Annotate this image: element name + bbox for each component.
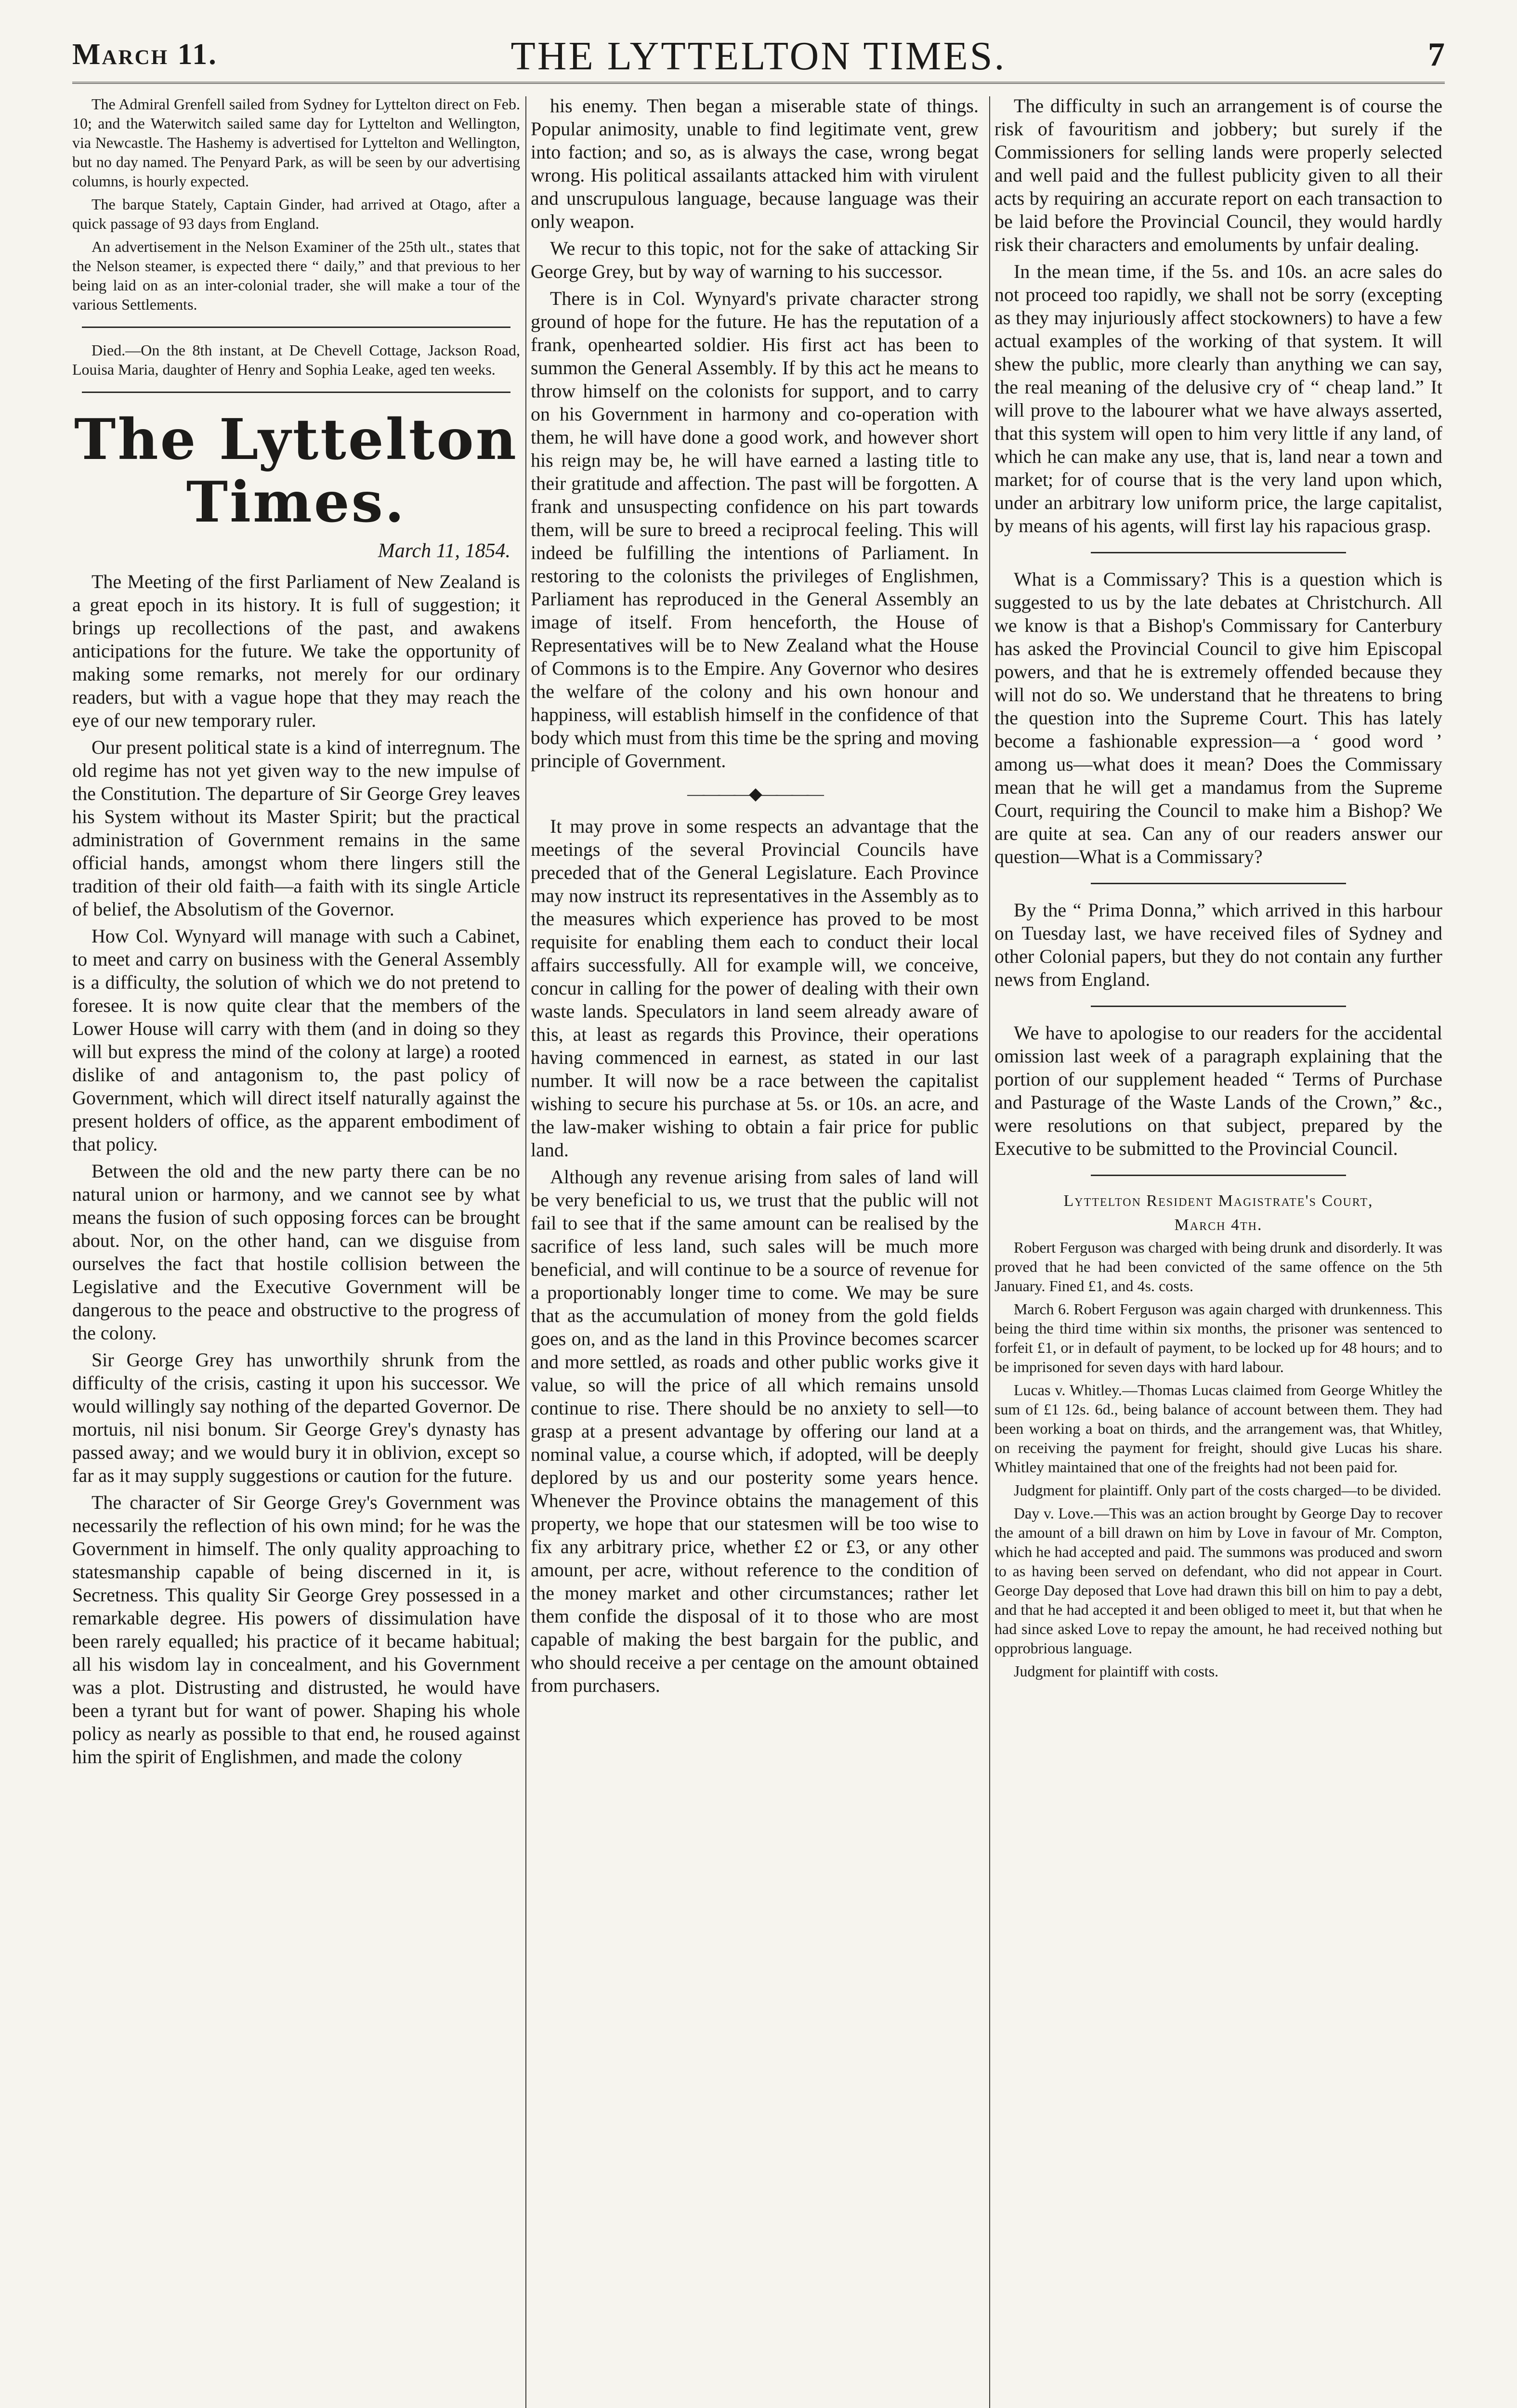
column-rule <box>525 96 526 2408</box>
paragraph: There is in Col. Wynyard's private character strong ground of hope for the future. He has the reputation of a frank, openhearted soldier. His first act has been to summon the General Assembly. If by this act he means to throw himself on the colonists for support, and to carry on his Government in harmony and co-operation with them, he will have done a good work, and however short his reign may be, he will have earned a lasting title to their gratitude and affection. The past will be forgotten. A frank and unsuspecting confidence on his part towards them, will be sure to breed a reciprocal feeling. This will indeed be fulfilling the intentions of Parliament. In restoring to the colonists the privileges of Englishmen, Parliament has reproduced in the General Assembly an image of itself. From henceforth, the House of Representatives will be to New Zealand what the House of Commons is to the Empire. Any Governor who desires the welfare of the colony and his own honour and happiness, will establish himself in the confidence of that body which must from this time be the spring and moving principle of Government. <box>531 288 979 772</box>
column-rule <box>989 96 990 2408</box>
paragraph: Judgment for plaintiff with costs. <box>1014 1662 1219 1680</box>
court-date: March 4th. <box>1174 1216 1263 1234</box>
divider <box>1091 1175 1346 1176</box>
paragraph: Judgment for plaintiff. Only part of the costs charged—to be divided. <box>1014 1481 1441 1499</box>
editorial-continued <box>531 94 979 772</box>
paragraph: The barque Stately, Captain Ginder, had arrived at Otago, after a quick passage of 93 days from England. <box>72 196 520 232</box>
column-3 <box>994 94 1442 2408</box>
paragraph: Although any revenue arising from sales of land will be very beneficial to us, we trust that the public will not fail to see that if the same amount can be realised by the sacrifice of less land, such sales will be much more beneficial, and will continue to be a source of revenue for a proportionably longer time to come. We may be sure that as the accumulation of money from the gold fields goes on, and as the land in this Province becomes scarcer and more settled, as roads and other public works give it value, so will the price of all which remains unsold continue to rise. There should be no anxiety to sell—to grasp at a present advantage by offering our land at a nominal value, a course which, if adopted, will be deeply deplored by us and our posterity some years hence. Whenever the Province obtains the management of this property, we hope that our statesmen will be too wise to fix any arbitrary price, whether £2 or £3, or any other amount, per acre, without reference to the condition of the money market and other circumstances; rather let them confide the disposal of it to those who are most capable of making the best bargain for the public, and who should receive a per centage on the amount obtained from purchasers. <box>531 1166 979 1696</box>
column-1 <box>72 94 520 2408</box>
paragraph: The Admiral Grenfell sailed from Sydney for Lyttelton direct on Feb. 10; and the Waterwitch sailed same day for Lyttelton and Wellington, via Newcastle. The Hashemy is advertised for Lyttelton and Wellington, but no day named. The Penyard Park, as will be seen by our advertising columns, is hourly expected. <box>72 95 520 190</box>
editorial <box>72 570 520 1768</box>
court-heading: Lyttelton Resident Magistrate's Court, <box>1063 1192 1373 1210</box>
paragraph: Sir George Grey has unworthily shrunk from the difficulty of the crisis, casting it upon his successor. We would willingly say nothing of the departed Governor. De mortuis, nil nisi bonum. Sir George Grey's dynasty has passed away; and we would bury it in oblivion, except so far as it may supply suggestions or caution for the future. <box>72 1349 520 1486</box>
paragraph: We have to apologise to our readers for the accidental omission last week of a paragraph explaining that the portion of our supplement headed “ Terms of Purchase and Pasturage of the Waste Lands of the Crown,” &c., were resolutions on that subject, prepared by the Executive to be submitted to the Provincial Council. <box>994 1022 1442 1159</box>
commissary-article <box>994 568 1442 868</box>
editorial-date: March 11, 1854. <box>378 540 510 562</box>
paragraph: In the mean time, if the 5s. and 10s. an acre sales do not proceed too rapidly, we shall not be sorry (excepting as they may injuriously affect stockowners) to have a few actual examples of the working of that system. It will shew the public, more clearly than anything we can say, the real meaning of the delusive cry of “ cheap land.” It will prove to the labourer what we have always asserted, that this system will open to him very little if any land, of which he can make any use, that is, land near a town and market; for of course that is the very land upon which, under an arbitrary low uniform price, the large capitalist, by means of his agents, will first lay his rapacious grasp. <box>994 261 1442 537</box>
paragraph: Died.—On the 8th instant, at De Chevell Cottage, Jackson Road, Louisa Maria, daughter of Henry and Sophia Leake, aged ten weeks. <box>72 341 520 378</box>
paragraph: What is a Commissary? This is a question which is suggested to us by the late debates at Christchurch. All we know is that a Bishop's Commissary for Canterbury has asked the Provincial Council to give him Episcopal powers, and that he is extremely offended because they will not do so. We understand that he threatens to bring the question into the Supreme Court. This has lately become a fashionable expression—a ‘ good word ’ among us—what does it mean? Does the Commissary mean that he will get a mandamus from the Supreme Court, requiring the Council to make him a Bishop? We are quite at sea. Can any of our readers answer our question—What is a Commissary? <box>994 568 1442 867</box>
ornament-divider <box>531 784 979 803</box>
paragraph: We recur to this topic, not for the sake of attacking Sir George Grey, but by way of warning to his successor. <box>531 237 979 282</box>
newspaper-title: THE LYTTELTON TIMES. <box>510 34 1007 79</box>
divider <box>1091 552 1346 553</box>
issue-date: March 11. <box>72 38 218 71</box>
divider <box>82 327 510 328</box>
paragraph: Between the old and the new party there can be no natural union or harmony, and we cannot see by what means the fusion of such opposing forces can be brought about. Nor, on the other hand, can we disguise from ourselves the fact that hostile collision between the Legislative and the Executive Government will be dangerous to the peace and obstructive to the progress of the colony. <box>72 1160 520 1344</box>
paragraph: Robert Ferguson was charged with being drunk and disorderly. It was proved that he had been convicted of the same offence on the 5th January. Fined £1, and 4s. costs. <box>994 1239 1442 1295</box>
paragraph: How Col. Wynyard will manage with such a Cabinet, to meet and carry on business with the General Assembly is a difficulty, the solution of which we do not pretend to foresee. It is now quite clear that the members of the Lower House will carry with them (and in doing so they will but express the mind of the colony at large) a rooted dislike of and antagonism to, the past policy of Government, which will direct itself naturally against the present holders of office, as the apparent embodiment of that policy. <box>72 925 520 1155</box>
divider <box>1091 1006 1346 1007</box>
paragraph: It may prove in some respects an advantage that the meetings of the several Provincial Councils have preceded that of the General Legislature. Each Province may now instruct its representatives in the Assembly as to the measures which experience has proved to be most requisite for enabling them each to conduct their local affairs successfully. All for example will, we conceive, concur in calling for the power of dealing with their own waste lands. Speculators in land seem already aware of this, at least as regards this Province, their operations having commenced in earnest, as stated in our last number. It will now be a race between the capitalist wishing to secure his purchase at 5s. or 10s. an acre, and the law-maker wishing to obtain a fair price for public land. <box>531 815 979 1161</box>
paragraph: The character of Sir George Grey's Government was necessarily the reflection of his own mind; for he was the Government in himself. The only quality approaching to statesmanship capable of being discerned in it, is Secretness. This quality Sir George Grey possessed in a remarkable degree. His powers of dissimulation have been rarely equalled; his practice of it became habitual; all his wisdom lay in concealment, and his Government was a plot. Distrusting and distrusted, he would have been a tyrant but for want of power. Shaping his whole policy as nearly as possible to that end, he roused against him the spirit of Englishmen, and made the colony <box>72 1492 520 1767</box>
paragraph: March 6. Robert Ferguson was again charged with drunkenness. This being the third time within six months, the prisoner was sentenced to forfeit £1, or in default of payment, to be locked up for 48 hours; and to be imprisoned for seven days with hard labour. <box>994 1300 1442 1375</box>
apology-note <box>994 1021 1442 1160</box>
land-article <box>531 815 979 1697</box>
paragraph: Our present political state is a kind of interregnum. The old regime has not yet given way to the new impulse of the Constitution. The departure of Sir George Grey leaves his System without its Master Spirit; but the practical administration of Government remains in the same official hands, amongst whom there lingers still the tradition of their old faith—a faith with its single Article of belief, the Absolutism of the Governor. <box>72 736 520 920</box>
prima-donna-note <box>994 899 1442 991</box>
editorial-masthead: The Lyttelton Times. <box>74 407 518 535</box>
paragraph: Day v. Love.—This was an action brought by George Day to recover the amount of a bill drawn on him by Love in favour of Mr. Compton, which he had accepted and paid. The summons was produced and sworn to as having been served on defendant, who did not appear in Court. George Day deposed that Love had drawn this bill on him to pay a debt, and that he had accepted it and been obliged to meet it, but that when he had since asked Love to repay the amount, he had received nothing but opprobrious language. <box>994 1505 1442 1657</box>
divider <box>82 392 510 393</box>
paragraph: By the “ Prima Donna,” which arrived in this harbour on Tuesday last, we have received files of Sydney and other Colonial papers, but they do not contain any further news from England. <box>994 899 1442 990</box>
paragraph: An advertisement in the Nelson Examiner of the 25th ult., states that the Nelson steamer, is expected there “ daily,” and that previous to her being laid on as an inter-colonial trader, she will make a tour of the various Settlements. <box>72 238 520 313</box>
masthead <box>72 29 1445 84</box>
page-number: 7 <box>1428 36 1445 73</box>
column-2 <box>531 94 979 2408</box>
court-report <box>994 1238 1442 1681</box>
paragraph: The Meeting of the first Parliament of New Zealand is a great epoch in its history. It is full of suggestion; it brings up recollections of the past, and awakens anticipations for the future. We take the opportunity of making some remarks, not merely for our ordinary readers, but with a vague hope that they may reach the eye of our new temporary ruler. <box>72 571 520 731</box>
paragraph: The difficulty in such an arrangement is of course the risk of favouritism and jobbery; but surely if the Commissioners for selling lands were properly selected and well paid and the fullest publicity given to all their acts by requiring an accurate report on each transaction to be laid before the Provincial Council, they would hardly risk their characters and emoluments by unfair dealing. <box>994 95 1442 255</box>
divider <box>1091 883 1346 884</box>
shipping-news <box>72 94 520 314</box>
paragraph: Lucas v. Whitley.—Thomas Lucas claimed from George Whitley the sum of £1 12s. 6d., being balance of account between them. They had been working a boat on thirds, and the arrangement was, that Whitley, on receiving the payment for freight, should give Lucas his share. Whitley maintained that one of the freights had not been paid for. <box>994 1381 1442 1476</box>
death-notice <box>72 340 520 379</box>
land-article-continued <box>994 94 1442 537</box>
paragraph: his enemy. Then began a miserable state of things. Popular animosity, unable to find legitimate vent, grew into faction; and so, as is always the case, wrong begat wrong. His political assailants attacked him with virulent and unscrupulous language, because language was their only weapon. <box>531 95 979 232</box>
